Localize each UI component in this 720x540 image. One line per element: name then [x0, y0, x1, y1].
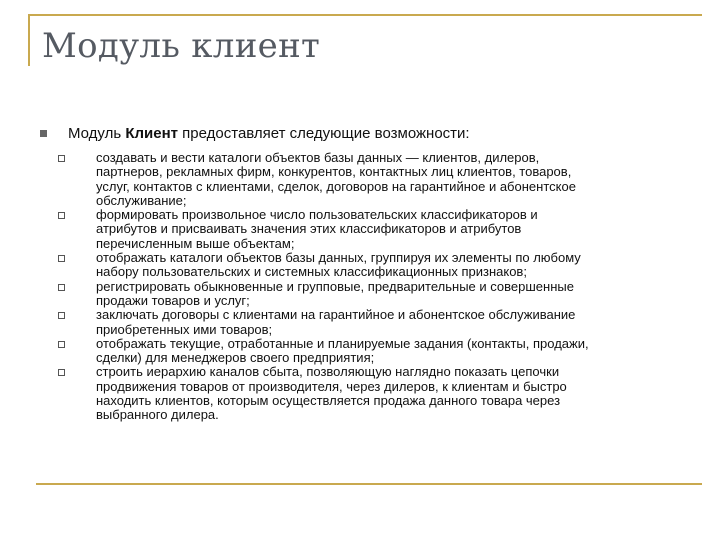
list-item-line: отображать каталоги объектов базы данных, группируя их элементы по любому	[96, 250, 581, 266]
list-item	[58, 208, 688, 251]
capabilities-list	[58, 151, 688, 423]
intro-text	[68, 125, 470, 142]
intro-prefix: Модуль	[68, 125, 126, 142]
list-item-line: атрибутов и присваивать значения этих классификаторов и атрибутов	[96, 221, 522, 237]
list-item	[58, 365, 688, 422]
list-item-text	[96, 151, 688, 208]
hollow-square-bullet-icon	[58, 312, 65, 319]
list-item-line: создавать и вести каталоги объектов базы данных — клиентов, дилеров,	[96, 150, 540, 165]
title-divider-vertical	[28, 14, 30, 66]
list-item-text	[96, 251, 688, 280]
list-item-text	[96, 280, 688, 309]
intro-bold: Клиент	[125, 125, 178, 142]
intro-suffix: предоставляет следующие возможности:	[178, 125, 470, 142]
list-item-line: партнеров, рекламных фирм, конкурентов, контактных лиц клиентов, товаров,	[96, 164, 572, 180]
list-item	[58, 337, 688, 366]
list-item	[58, 280, 688, 309]
list-item-line: регистрировать обыкновенные и групповые, предварительные и совершенные	[96, 278, 574, 294]
list-item-text	[96, 308, 688, 337]
list-item	[58, 151, 688, 208]
hollow-square-bullet-icon	[58, 255, 65, 262]
list-item-line: отображать текущие, отработанные и планируемые задания (контакты, продажи,	[96, 335, 589, 351]
list-item-line: услуг, контактов с клиентами, сделок, договоров на гарантийное и абонентское	[96, 178, 576, 194]
bottom-divider	[36, 483, 702, 485]
list-item-line: продажи товаров и услуг;	[96, 292, 250, 308]
list-item-text	[96, 208, 688, 251]
list-item	[58, 308, 688, 337]
hollow-square-bullet-icon	[58, 341, 65, 348]
hollow-square-bullet-icon	[58, 155, 65, 162]
title-divider-horizontal	[30, 14, 702, 16]
hollow-square-bullet-icon	[58, 284, 65, 291]
list-item-line: продвижения товаров от производителя, через дилеров, к клиентам и быстро	[96, 378, 567, 394]
list-item	[58, 251, 688, 280]
hollow-square-bullet-icon	[58, 369, 65, 376]
list-item-line: заключать договоры с клиентами на гарантийное и абонентское обслуживание	[96, 307, 576, 323]
list-item-line: строить иерархию каналов сбыта, позволяющую наглядно показать цепочки	[96, 364, 560, 380]
list-item-line: формировать произвольное число пользовательских классификаторов и	[96, 207, 538, 223]
list-item-line: приобретенных ими товаров;	[96, 321, 273, 337]
square-bullet-icon	[40, 130, 47, 137]
list-item-text	[96, 365, 688, 422]
list-item-text	[96, 337, 688, 366]
list-item-line: перечисленным выше объектам;	[96, 235, 295, 251]
list-item-line: находить клиентов, которым осуществляется продажа данного товара через	[96, 393, 561, 409]
list-item-line: обслуживание;	[96, 192, 187, 208]
list-item-line: сделки) для менеджеров своего предприятия;	[96, 350, 375, 366]
list-item-line: выбранного дилера.	[96, 407, 219, 423]
slide-title: Модуль клиент	[42, 26, 321, 66]
hollow-square-bullet-icon	[58, 212, 65, 219]
list-item-line: набору пользовательских и системных классификационных признаков;	[96, 264, 527, 280]
